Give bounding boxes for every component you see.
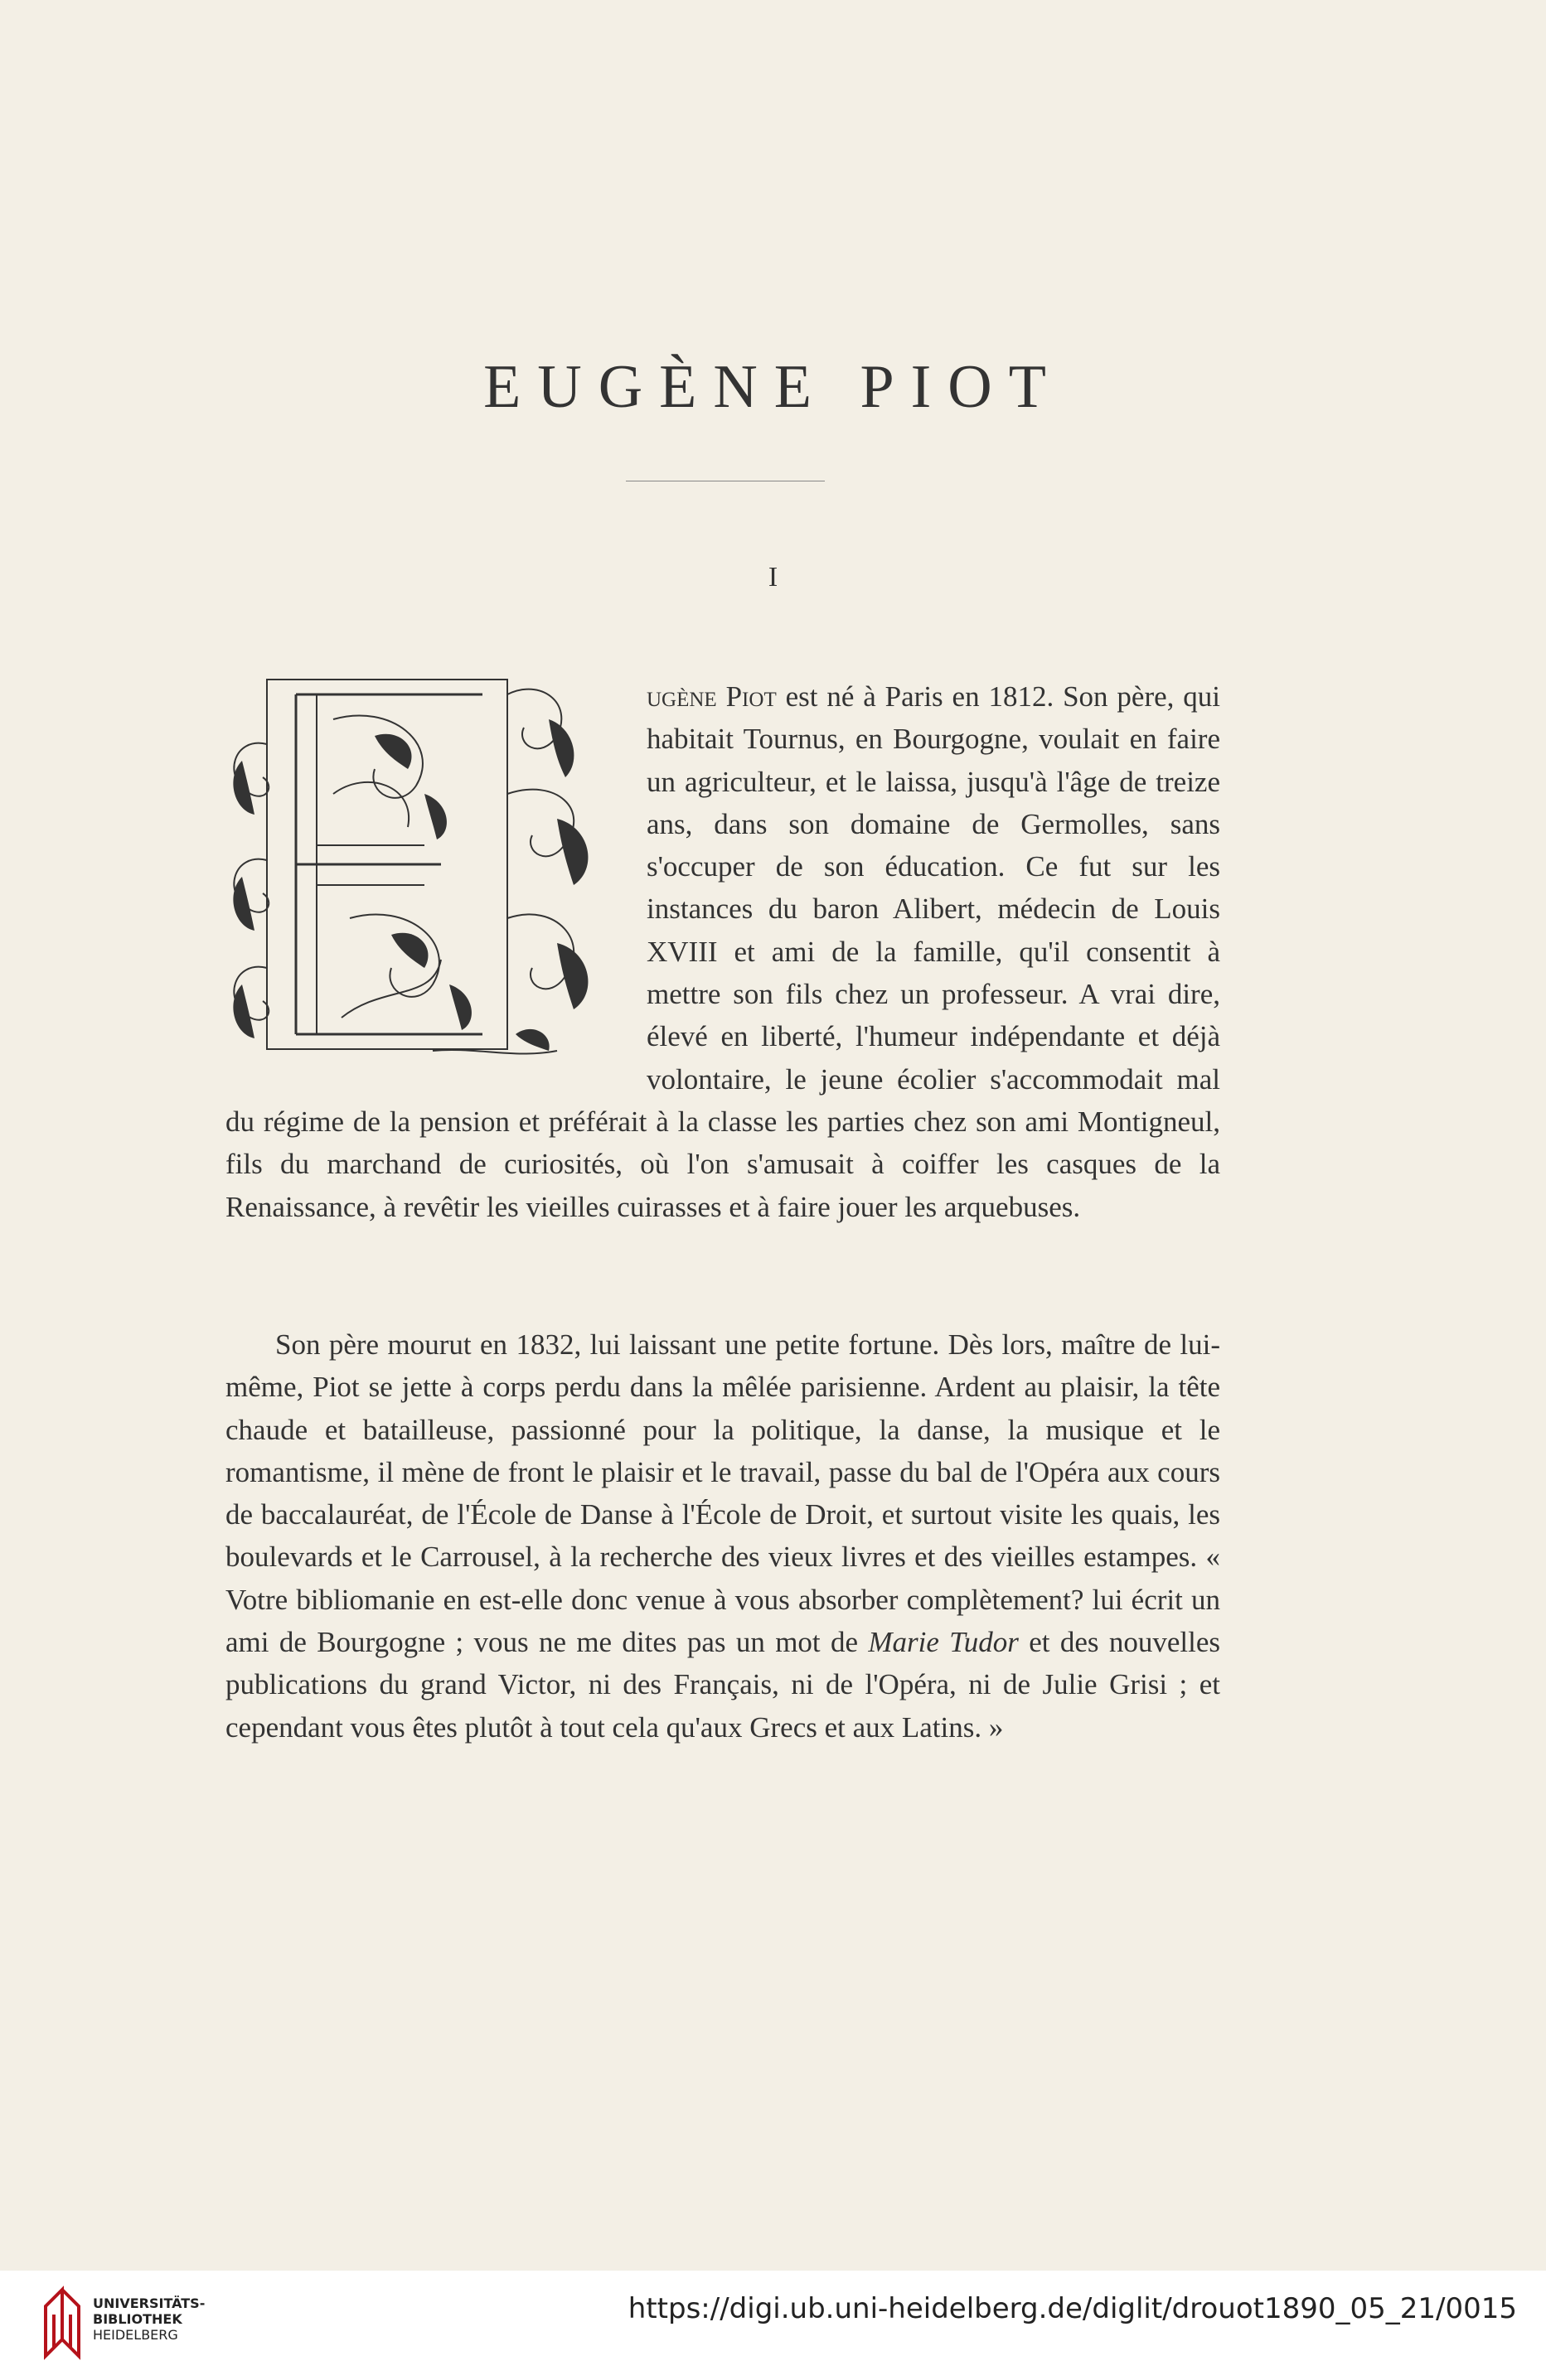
library-logo-icon xyxy=(37,2281,87,2364)
surname: Piot xyxy=(725,680,777,713)
paragraph-2-text-b: et des nouvelles publications du grand Victor, ni des Français, ni de l'Opéra, ni de Julie Grisi ; et cependant vous êtes plutôt à tout cela qu'aux Grecs et aux Latins. » xyxy=(225,1626,1220,1744)
paragraph-2-text-a: Son père mourut en 1832, lui laissant une petite fortune. Dès lors, maître de lui-même, Piot se jette à corps perdu dans la mêlée parisienne. Ardent au plaisir, la tête chaude et batailleuse, passionné pour la politique, la danse, la musique et le romantisme, il mène de front le plaisir et le travail, passe du bal de l'Opéra aux cours de baccalauréat, de l'École de Danse à l'École de Droit, et surtout visite les quais, les boulevards et le Carrousel, à la recherche des vieux livres et des vieilles estampes. « Votre bibliomanie en est-elle donc venue à vous absorber complètement? lui écrit un ami de Bourgogne ; vous ne me dites pas un mot de xyxy=(225,1328,1220,1659)
logo-line-2: BIBLIOTHEK xyxy=(93,2311,182,2327)
logo-line-1: UNIVERSITÄTS- xyxy=(93,2295,206,2311)
paragraph-1 xyxy=(225,675,1220,1228)
logo-line-3: HEIDELBERG xyxy=(93,2327,178,2343)
first-word: ugène xyxy=(647,680,717,713)
paragraph-2 xyxy=(225,1323,1220,1749)
footer-bar xyxy=(0,2271,1546,2380)
initial-spacer xyxy=(225,675,647,1086)
section-number: I xyxy=(768,562,778,593)
source-url-link[interactable]: https://digi.ub.uni-heidelberg.de/diglit/drouot1890_05_21/0015 xyxy=(628,2292,1517,2325)
italic-title: Marie Tudor xyxy=(868,1626,1019,1659)
page-title: EUGÈNE PIOT xyxy=(483,353,1063,421)
paragraph-1-text: est né à Paris en 1812. Son père, qui habitait Tournus, en Bourgogne, voulait en faire un agriculteur, et le laissa, jusqu'à l'âge de treize ans, dans son domaine de Germolles, sans s'occuper de son éducation. Ce fut sur les instances du baron Alibert, médecin de Louis XVIII et ami de la famille, qu'il consentit à mettre son fils chez un professeur. A vrai dire, élevé en liberté, l'humeur indépendante et déjà volontaire, le jeune écolier s'accommodait mal du régime de la pension et préférait à la classe les parties chez son ami Montigneul, fils du marchand de curiosités, où l'on s'amusait à coiffer les casques de la Renaissance, à revêtir les vieilles cuirasses et à faire jouer les arquebuses. xyxy=(225,680,1220,1223)
